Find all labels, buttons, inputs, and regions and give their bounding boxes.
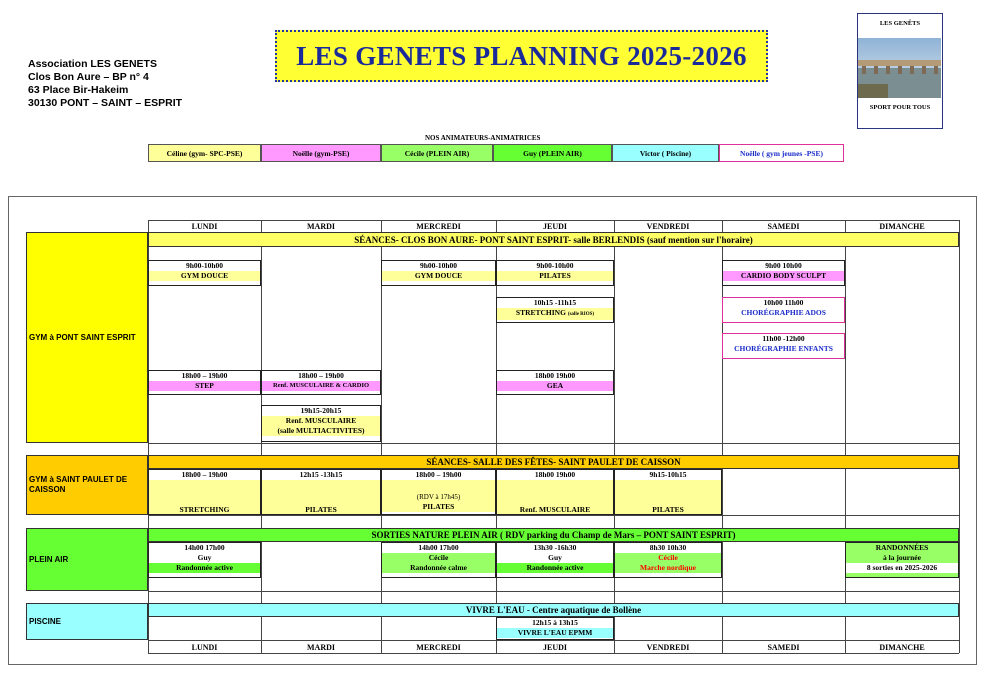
section-saint-paulet-band: SÉANCES- SALLE DES FÊTES- SAINT PAULET DE CAISSON: [148, 455, 959, 469]
slot-activity: PILATES: [497, 271, 613, 281]
association-name: Association LES GENETS: [28, 58, 157, 70]
slot-sp-mercredi[interactable]: [381, 469, 496, 515]
grid-column-line: [959, 220, 960, 653]
slot-line3: 8 sorties en 2025-2026: [846, 563, 958, 573]
slot-sp-lundi[interactable]: [148, 469, 261, 515]
slot-activity-name: STRETCHING: [515, 308, 566, 317]
slot-activity: STEP: [149, 381, 260, 391]
slot-time: 10h15 -11h15: [533, 298, 577, 307]
slot-note: (RDV à 17h45): [382, 480, 495, 502]
slot-guide: Cécile: [615, 553, 721, 563]
slot-guide: Guy: [548, 553, 562, 562]
grid-row-line: [148, 653, 959, 654]
slot-line2: à la journée: [883, 553, 921, 562]
slot-gym-samedi-1[interactable]: [722, 260, 845, 286]
slot-time: 12h15 -13h15: [299, 470, 343, 479]
slot-pa-mercredi[interactable]: [381, 542, 496, 578]
slot-time: 14h00 17h00: [418, 543, 459, 552]
section-plein-air: PLEIN AIR: [26, 528, 148, 591]
slot-gym-lundi-2[interactable]: [148, 370, 261, 395]
slot-gym-jeudi-1[interactable]: [496, 260, 614, 286]
slot-piscine-jeudi[interactable]: [496, 617, 614, 640]
slot-guide: Guy: [197, 553, 212, 562]
slot-activity: CARDIO BODY SCULPT: [723, 271, 844, 281]
slot-pa-jeudi[interactable]: [496, 542, 614, 578]
slot-gym-jeudi-2[interactable]: [496, 297, 614, 323]
slot-sp-jeudi[interactable]: [496, 469, 614, 515]
slot-activity: STRETCHING: [149, 480, 260, 514]
slot-activity: [497, 308, 613, 320]
slot-activity: GYM DOUCE: [382, 271, 495, 281]
slot-activity: GYM DOUCE: [149, 271, 260, 281]
bridge-photo-icon: [858, 38, 941, 98]
animators-title: NOS ANIMATEURS-ANIMATRICES: [425, 134, 541, 142]
association-line4: 30130 PONT – SAINT – ESPRIT: [28, 97, 183, 109]
logo: [857, 13, 943, 129]
slot-activity: GEA: [497, 381, 613, 391]
slot-time: 11h00 -12h00: [762, 334, 805, 343]
day-header-dimanche: DIMANCHE: [879, 222, 925, 231]
slot-activity: PILATES: [615, 480, 721, 514]
animator-noelle-jeunes: Noëlle ( gym jeunes -PSE): [719, 144, 844, 162]
day-footer-vendredi: VENDREDI: [646, 643, 690, 652]
slot-time: 14h00 17h00: [184, 543, 225, 552]
day-header-lundi: LUNDI: [191, 222, 218, 231]
slot-gym-jeudi-3[interactable]: [496, 370, 614, 395]
slot-gym-mardi-1[interactable]: [261, 370, 381, 395]
slot-gym-samedi-3[interactable]: [722, 333, 845, 359]
slot-activity: CHORÉGRAPHIE ADOS: [741, 308, 826, 317]
day-footer-lundi: LUNDI: [191, 643, 218, 652]
slot-activity: VIVRE L'EAU EPMM: [497, 628, 613, 638]
grid-row-line: [148, 515, 959, 516]
slot-time: 18h00 – 19h00: [181, 470, 228, 479]
slot-time: 9h00 10h00: [765, 261, 802, 270]
slot-pa-vendredi[interactable]: [614, 542, 722, 578]
slot-line1: RANDONNÉES: [875, 543, 929, 552]
slot-gym-mardi-2[interactable]: [261, 405, 381, 442]
slot-pa-lundi[interactable]: [148, 542, 261, 578]
day-header-mercredi: MERCREDI: [416, 222, 461, 231]
slot-time: 18h00 19h00: [534, 371, 576, 380]
section-saint-paulet: GYM à SAINT PAULET DE CAISSON: [26, 455, 148, 515]
day-header-samedi: SAMEDI: [767, 222, 800, 231]
slot-time: 12h15 à 13h15: [532, 618, 578, 627]
day-header-vendredi: VENDREDI: [646, 222, 690, 231]
slot-sp-vendredi[interactable]: [614, 469, 722, 515]
slot-note: (salle RIOS): [567, 312, 595, 317]
slot-note: (salle MULTIACTIVITES): [262, 426, 380, 436]
page-title-box: [275, 30, 768, 82]
slot-time: 10h00 11h00: [763, 298, 804, 307]
slot-activity: Randonnée active: [497, 563, 613, 573]
slot-activity: Randonnée calme: [382, 563, 495, 573]
slot-time: 9h00-10h00: [185, 261, 224, 270]
animators-legend: [148, 144, 844, 162]
grid-column-line: [614, 220, 615, 653]
slot-time: 18h00 – 19h00: [415, 470, 462, 479]
logo-bottom-text: SPORT POUR TOUS: [869, 104, 931, 111]
slot-time: 18h00 – 19h00: [298, 371, 344, 380]
day-footer-dimanche: DIMANCHE: [879, 643, 925, 652]
slot-time: 9h15-10h15: [649, 470, 687, 479]
slot-activity: PILATES: [382, 502, 495, 512]
section-gym-pse: GYM à PONT SAINT ESPRIT: [26, 232, 148, 443]
day-footer-jeudi: JEUDI: [542, 643, 567, 652]
animator-cecile: Cécile (PLEIN AIR): [381, 144, 493, 162]
association-address: [28, 58, 182, 110]
slot-gym-mercredi-1[interactable]: [381, 260, 496, 286]
grid-row-line: [148, 640, 959, 641]
slot-gym-samedi-2[interactable]: [722, 297, 845, 323]
day-footer-mercredi: MERCREDI: [416, 643, 461, 652]
section-piscine: PISCINE: [26, 603, 148, 640]
grid-row-line: [148, 443, 959, 444]
animator-guy: Guy (PLEIN AIR): [493, 144, 612, 162]
grid-row-line: [148, 591, 959, 592]
slot-sp-mardi[interactable]: [261, 469, 381, 515]
grid-row-line: [148, 220, 959, 221]
section-piscine-band: VIVRE L'EAU - Centre aquatique de Bollène: [148, 603, 959, 617]
day-header-mardi: MARDI: [307, 222, 335, 231]
slot-pa-dimanche[interactable]: [845, 542, 959, 578]
day-footer-samedi: SAMEDI: [767, 643, 800, 652]
slot-time: 9h00-10h00: [419, 261, 458, 270]
slot-gym-lundi-1[interactable]: [148, 260, 261, 286]
slot-activity: Randonnée active: [149, 563, 260, 573]
slot-time: 13h30 -16h30: [533, 543, 577, 552]
slot-time: 18h00 – 19h00: [181, 371, 228, 380]
slot-time: 9h00-10h00: [536, 261, 574, 270]
slot-activity: PILATES: [262, 480, 380, 514]
day-header-jeudi: JEUDI: [542, 222, 567, 231]
slot-time: 18h00 19h00: [534, 470, 576, 479]
slot-activity: Renf. MUSCULAIRE: [262, 416, 380, 426]
slot-time: 8h30 10h30: [649, 543, 687, 552]
slot-guide: Cécile: [382, 553, 495, 563]
slot-activity: Marche nordique: [615, 563, 721, 573]
page-title: LES GENETS PLANNING 2025-2026: [296, 40, 747, 71]
section-gym-pse-band: SÉANCES- CLOS BON AURE- PONT SAINT ESPRIT- salle BERLENDIS (sauf mention sur l'horaire): [148, 232, 959, 247]
grid-column-line: [845, 220, 846, 653]
slot-activity: CHORÉGRAPHIE ENFANTS: [734, 344, 833, 353]
section-plein-air-band: SORTIES NATURE PLEIN AIR ( RDV parking du Champ de Mars – PONT SAINT ESPRIT): [148, 528, 959, 542]
association-line3: 63 Place Bir-Hakeim: [28, 84, 129, 96]
slot-activity: Renf. MUSCULAIRE: [497, 480, 613, 514]
logo-top-text: LES GENÊTS: [879, 20, 921, 27]
animator-celine: Céline (gym- SPC-PSE): [148, 144, 261, 162]
day-footer-mardi: MARDI: [307, 643, 335, 652]
slot-activity: Renf. MUSCULAIRE & CARDIO: [262, 381, 380, 391]
animator-victor: Victor ( Piscine): [612, 144, 719, 162]
slot-time: 19h15-20h15: [300, 406, 342, 415]
association-line2: Clos Bon Aure – BP n° 4: [28, 71, 149, 83]
animator-noelle: Noëlle (gym-PSE): [261, 144, 381, 162]
